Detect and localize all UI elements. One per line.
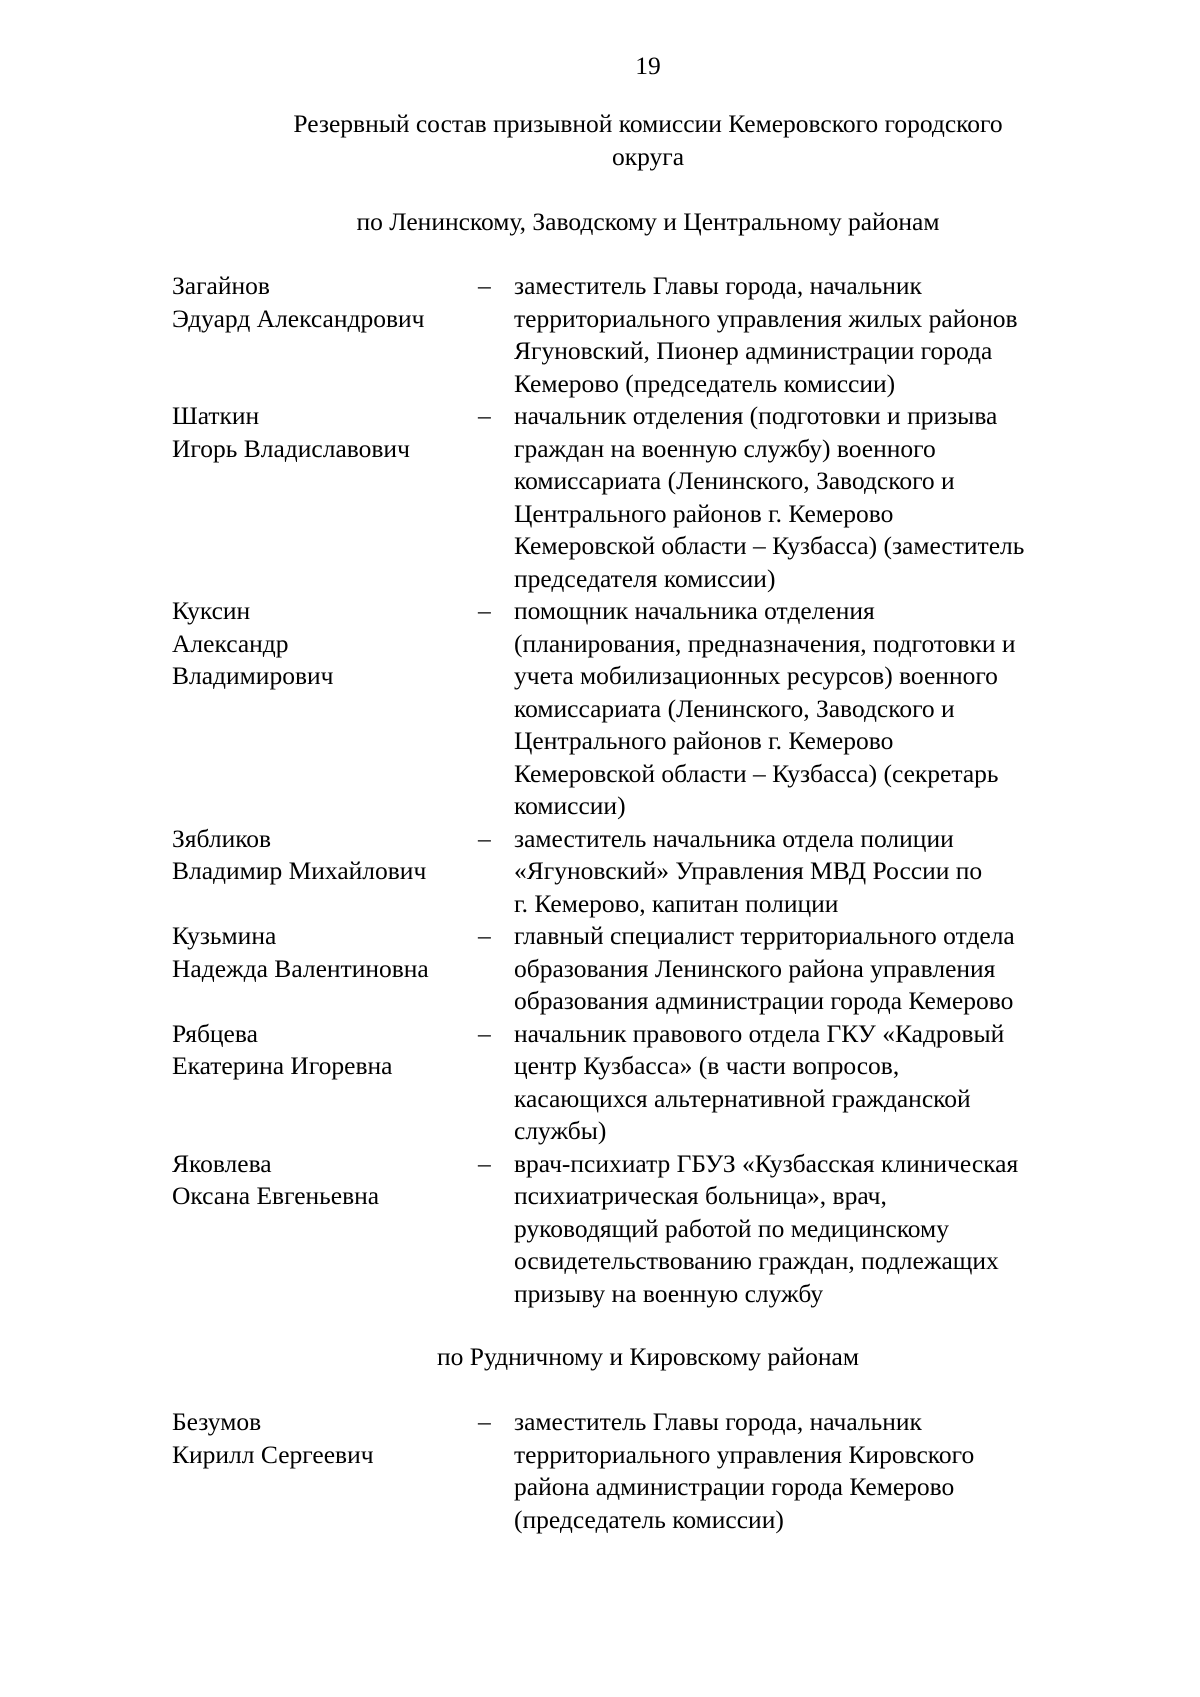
member-name-line: Яковлева	[172, 1148, 272, 1178]
member-entry	[172, 1018, 1092, 1148]
member-dash: –	[478, 1407, 491, 1436]
member-role-line: Центрального районов г. Кемерово	[514, 498, 894, 528]
member-name	[172, 1406, 478, 1471]
member-role-line: начальник отделения (подготовки и призыва	[514, 401, 998, 430]
member-role-line: Центрального районов г. Кемерово	[514, 726, 894, 755]
member-role	[514, 270, 1092, 400]
member-name	[172, 823, 478, 888]
member-role-line: заместитель Главы города, начальник	[514, 1407, 922, 1436]
member-role-line: психиатрическая больница», врач,	[514, 1181, 887, 1210]
member-name-line: Оксана Евгеньевна	[172, 1181, 380, 1210]
member-dash: –	[478, 921, 491, 950]
member-name	[172, 400, 478, 465]
member-dash: –	[478, 1018, 491, 1048]
member-dash: –	[478, 401, 491, 430]
member-role-line: заместитель Главы города, начальник	[514, 271, 922, 300]
member-name-line: Владимир Михайлович	[172, 856, 427, 885]
member-name-line: Екатерина Игоревна	[172, 1051, 393, 1080]
member-role-line: района администрации города Кемерово	[514, 1472, 955, 1501]
member-name-line: Эдуард Александрович	[172, 303, 425, 333]
member-name-line: Рябцева	[172, 1018, 258, 1048]
member-entry	[172, 400, 1092, 595]
member-role	[514, 1148, 1092, 1311]
member-role	[514, 1018, 1092, 1148]
member-name-line: Куксин	[172, 596, 251, 625]
member-role-line: касающихся альтернативной гражданской	[514, 1083, 971, 1113]
member-role-line: (председатель комиссии)	[514, 1504, 784, 1534]
member-name-line: Безумов	[172, 1407, 262, 1436]
member-entry	[172, 823, 1092, 921]
member-role-line: (планирования, предназначения, подготовки и	[514, 628, 1016, 658]
member-role-line: комиссариата (Ленинского, Заводского и	[514, 693, 955, 723]
member-role	[514, 400, 1092, 595]
member-role-line: Ягуновский, Пионер администрации города	[514, 336, 993, 365]
member-role	[514, 920, 1092, 1018]
member-role	[514, 1406, 1092, 1536]
member-dash: –	[478, 1148, 491, 1178]
member-role-line: образования Ленинского района управления	[514, 953, 996, 983]
member-role-line: призыву на военную службу	[514, 1278, 824, 1308]
member-name-line: Загайнов	[172, 271, 270, 300]
member-name-line: Владимирович	[172, 661, 334, 690]
members-list	[172, 270, 1092, 1310]
member-role-line: заместитель начальника отдела полиции	[514, 823, 954, 853]
member-role-line: руководящий работой по медицинскому	[514, 1213, 949, 1243]
member-role-line: помощник начальника отделения	[514, 596, 875, 625]
member-role	[514, 823, 1092, 921]
member-role-line: территориального управления жилых районов	[514, 303, 1018, 333]
member-role-line: Кемеровской области – Кузбасса) (секретарь	[514, 758, 999, 788]
member-name-line: Александр	[172, 628, 289, 658]
member-dash: –	[478, 596, 491, 625]
member-dash: –	[478, 271, 491, 300]
member-role-line: службы)	[514, 1116, 607, 1145]
member-role-line: территориального управления Кировского	[514, 1439, 975, 1469]
member-role-line: «Ягуновский» Управления МВД России по	[514, 856, 983, 885]
member-role-line: учета мобилизационных ресурсов) военного	[514, 661, 998, 690]
member-role-line: Кемеровской области – Кузбасса) (заместитель	[514, 531, 1025, 560]
section-heading: по Ленинскому, Заводскому и Центральному районам	[356, 207, 940, 236]
member-name-line: Шаткин	[172, 401, 260, 430]
member-role-line: образования администрации города Кемерово	[514, 986, 1014, 1015]
member-role-line: комиссариата (Ленинского, Заводского и	[514, 466, 955, 495]
document-title	[0, 108, 1200, 173]
section-heading: по Рудничному и Кировскому районам	[437, 1342, 859, 1371]
member-entry	[172, 1406, 1092, 1536]
member-role-line: главный специалист территориального отдела	[514, 921, 1015, 950]
title-line: округа	[611, 141, 685, 171]
member-role-line: начальник правового отдела ГКУ «Кадровый	[514, 1018, 1005, 1048]
member-role-line: председателя комиссии)	[514, 563, 776, 593]
members-list	[172, 1406, 1092, 1536]
member-name	[172, 920, 478, 985]
member-name-line: Зябликов	[172, 823, 272, 853]
member-entry	[172, 1148, 1092, 1311]
member-entry	[172, 920, 1092, 1018]
member-role-line: комиссии)	[514, 791, 626, 820]
member-name	[172, 270, 478, 335]
member-name	[172, 595, 478, 693]
member-role-line: освидетельствованию граждан, подлежащих	[514, 1246, 999, 1275]
member-role-line: г. Кемерово, капитан полиции	[514, 888, 839, 918]
member-role-line: Кемерово (председатель комиссии)	[514, 368, 896, 398]
member-name	[172, 1148, 478, 1213]
member-role	[514, 595, 1092, 823]
page-number: 19	[635, 51, 661, 80]
member-entry	[172, 270, 1092, 400]
member-name-line: Кузьмина	[172, 921, 277, 950]
member-role-line: центр Кузбасса» (в части вопросов,	[514, 1051, 900, 1080]
member-dash: –	[478, 823, 491, 853]
member-entry	[172, 595, 1092, 823]
member-name-line: Игорь Владиславович	[172, 433, 410, 463]
member-name	[172, 1018, 478, 1083]
title-line: Резервный состав призывной комиссии Кемеровского городского	[293, 109, 1003, 138]
member-role-line: врач-психиатр ГБУЗ «Кузбасская клиническая	[514, 1148, 1019, 1178]
member-role-line: граждан на военную службу) военного	[514, 433, 936, 463]
member-name-line: Надежда Валентиновна	[172, 953, 429, 983]
member-name-line: Кирилл Сергеевич	[172, 1439, 374, 1469]
